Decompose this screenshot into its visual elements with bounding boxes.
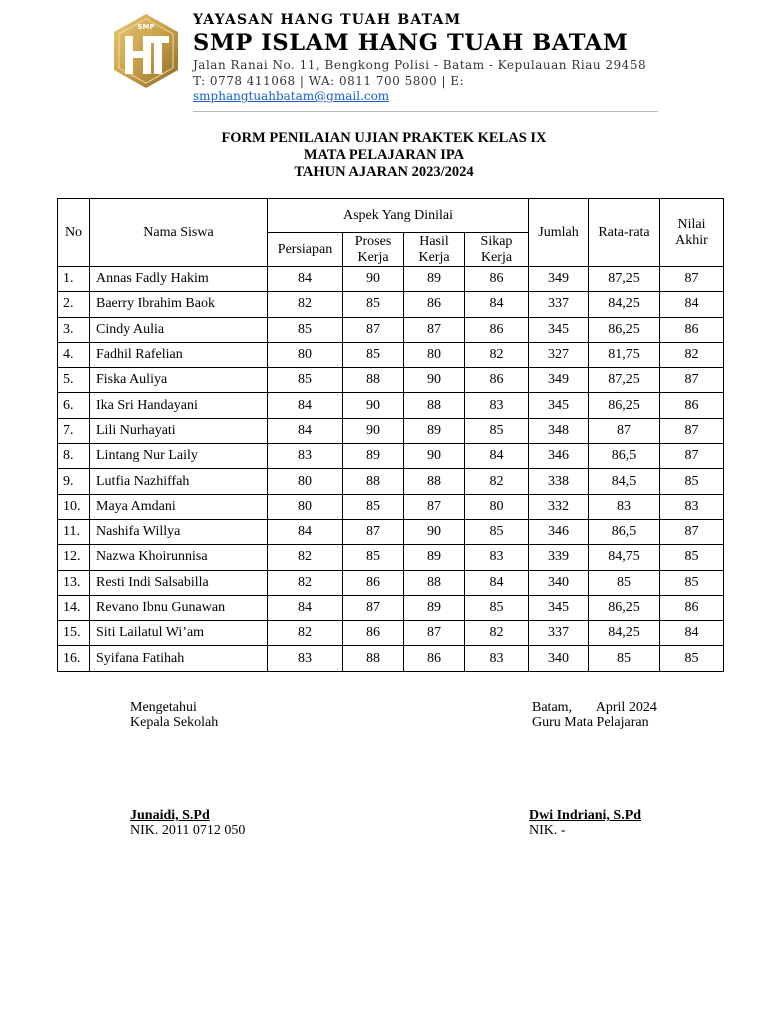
header-final-line2: Akhir xyxy=(675,232,708,248)
table-row xyxy=(58,292,724,317)
score-proses-kerja: 87 xyxy=(343,595,404,620)
score-proses-kerja: 88 xyxy=(343,368,404,393)
score-sikap-kerja: 84 xyxy=(465,444,529,469)
score-total: 332 xyxy=(529,494,589,519)
score-total: 339 xyxy=(529,545,589,570)
score-total: 340 xyxy=(529,646,589,671)
student-name: Fiska Auliya xyxy=(90,368,268,393)
header-persiapan: Persiapan xyxy=(268,233,343,267)
score-hasil-kerja: 86 xyxy=(404,292,465,317)
table-row xyxy=(58,494,724,519)
student-name: Resti Indi Salsabilla xyxy=(90,570,268,595)
score-proses-kerja: 89 xyxy=(343,444,404,469)
score-sikap-kerja: 86 xyxy=(465,267,529,292)
score-proses-kerja: 90 xyxy=(343,418,404,443)
table-row xyxy=(58,570,724,595)
score-average: 84,5 xyxy=(589,469,660,494)
header-hasil-line2: Kerja xyxy=(418,249,450,265)
score-sikap-kerja: 86 xyxy=(465,368,529,393)
student-name: Nazwa Khoirunnisa xyxy=(90,545,268,570)
student-name: Revano Ibnu Gunawan xyxy=(90,595,268,620)
score-sikap-kerja: 86 xyxy=(465,317,529,342)
score-total: 349 xyxy=(529,267,589,292)
score-persiapan: 84 xyxy=(268,595,343,620)
form-title: FORM PENILAIAN UJIAN PRAKTEK KELAS IX xyxy=(221,130,547,146)
score-average: 81,75 xyxy=(589,342,660,367)
score-proses-kerja: 85 xyxy=(343,494,404,519)
score-average: 86,25 xyxy=(589,317,660,342)
header-total: Jumlah xyxy=(529,199,589,267)
foundation-name: YAYASAN HANG TUAH BATAM xyxy=(193,12,462,28)
score-average: 86,25 xyxy=(589,393,660,418)
score-hasil-kerja: 80 xyxy=(404,342,465,367)
header-no: No xyxy=(58,199,90,267)
score-persiapan: 82 xyxy=(268,621,343,646)
row-number: 5. xyxy=(58,368,90,393)
score-final: 85 xyxy=(660,570,724,595)
row-number: 11. xyxy=(58,519,90,544)
score-proses-kerja: 90 xyxy=(343,267,404,292)
table-row xyxy=(58,595,724,620)
score-sikap-kerja: 82 xyxy=(465,469,529,494)
scores-table xyxy=(57,198,724,672)
header-sikap-kerja xyxy=(465,233,529,267)
score-proses-kerja: 87 xyxy=(343,519,404,544)
sig-right-role: Guru Mata Pelajaran xyxy=(532,715,649,730)
school-logo xyxy=(111,12,181,90)
score-average: 84,75 xyxy=(589,545,660,570)
student-name: Nashifa Willya xyxy=(90,519,268,544)
score-total: 346 xyxy=(529,444,589,469)
table-row xyxy=(58,621,724,646)
header-final xyxy=(660,199,724,267)
score-sikap-kerja: 83 xyxy=(465,545,529,570)
score-persiapan: 80 xyxy=(268,469,343,494)
row-number: 13. xyxy=(58,570,90,595)
row-number: 15. xyxy=(58,621,90,646)
score-proses-kerja: 88 xyxy=(343,646,404,671)
score-total: 345 xyxy=(529,393,589,418)
header-proses-line1: Proses xyxy=(354,233,392,249)
score-hasil-kerja: 90 xyxy=(404,444,465,469)
score-total: 345 xyxy=(529,595,589,620)
academic-year-title: TAHUN AJARAN 2023/2024 xyxy=(294,164,474,180)
score-proses-kerja: 86 xyxy=(343,621,404,646)
table-row xyxy=(58,444,724,469)
student-name: Maya Amdani xyxy=(90,494,268,519)
sig-right-nik: NIK. - xyxy=(529,823,566,838)
sig-left-line1: Mengetahui xyxy=(130,700,197,715)
student-name: Siti Lailatul Wi’am xyxy=(90,621,268,646)
score-persiapan: 83 xyxy=(268,444,343,469)
score-hasil-kerja: 87 xyxy=(404,494,465,519)
score-persiapan: 84 xyxy=(268,418,343,443)
sig-left-role: Kepala Sekolah xyxy=(130,715,219,730)
student-name: Fadhil Rafelian xyxy=(90,342,268,367)
score-total: 346 xyxy=(529,519,589,544)
table-row xyxy=(58,393,724,418)
school-contact: T: 0778 411068 | WA: 0811 700 5800 | E: xyxy=(193,74,465,88)
score-sikap-kerja: 83 xyxy=(465,646,529,671)
student-name: Baerry Ibrahim Baok xyxy=(90,292,268,317)
score-average: 87 xyxy=(589,418,660,443)
score-hasil-kerja: 88 xyxy=(404,570,465,595)
header-aspects: Aspek Yang Dinilai xyxy=(268,199,529,233)
score-average: 87,25 xyxy=(589,267,660,292)
score-average: 85 xyxy=(589,646,660,671)
row-number: 1. xyxy=(58,267,90,292)
score-total: 337 xyxy=(529,292,589,317)
score-average: 83 xyxy=(589,494,660,519)
student-name: Syifana Fatihah xyxy=(90,646,268,671)
table-row xyxy=(58,342,724,367)
score-persiapan: 82 xyxy=(268,545,343,570)
score-final: 87 xyxy=(660,519,724,544)
score-total: 340 xyxy=(529,570,589,595)
header-hasil-line1: Hasil xyxy=(419,233,449,249)
score-hasil-kerja: 87 xyxy=(404,621,465,646)
score-final: 86 xyxy=(660,595,724,620)
student-name: Lutfia Nazhiffah xyxy=(90,469,268,494)
student-name: Cindy Aulia xyxy=(90,317,268,342)
score-sikap-kerja: 85 xyxy=(465,418,529,443)
table-row xyxy=(58,368,724,393)
score-proses-kerja: 87 xyxy=(343,317,404,342)
sig-right-name: Dwi Indriani, S.Pd xyxy=(529,808,642,823)
table-row xyxy=(58,646,724,671)
header-name: Nama Siswa xyxy=(90,199,268,267)
score-final: 87 xyxy=(660,267,724,292)
header-proses-kerja xyxy=(343,233,404,267)
score-persiapan: 80 xyxy=(268,342,343,367)
table-row xyxy=(58,267,724,292)
table-row xyxy=(58,545,724,570)
score-total: 345 xyxy=(529,317,589,342)
score-average: 86,25 xyxy=(589,595,660,620)
score-final: 83 xyxy=(660,494,724,519)
score-sikap-kerja: 85 xyxy=(465,595,529,620)
score-final: 82 xyxy=(660,342,724,367)
score-persiapan: 80 xyxy=(268,494,343,519)
row-number: 14. xyxy=(58,595,90,620)
score-total: 338 xyxy=(529,469,589,494)
header-proses-line2: Kerja xyxy=(357,249,389,265)
row-number: 4. xyxy=(58,342,90,367)
score-proses-kerja: 85 xyxy=(343,342,404,367)
school-name: SMP ISLAM HANG TUAH BATAM xyxy=(193,30,629,56)
score-total: 348 xyxy=(529,418,589,443)
header-sikap-line2: Kerja xyxy=(480,249,513,265)
score-persiapan: 84 xyxy=(268,267,343,292)
score-final: 85 xyxy=(660,545,724,570)
row-number: 16. xyxy=(58,646,90,671)
header-final-line1: Nilai xyxy=(677,216,706,232)
score-sikap-kerja: 84 xyxy=(465,570,529,595)
table-row xyxy=(58,469,724,494)
subject-title: MATA PELAJARAN IPA xyxy=(303,147,465,163)
logo-text: SMP xyxy=(137,23,155,31)
sig-right-place-date: Batam, April 2024 xyxy=(532,700,657,715)
table-row xyxy=(58,317,724,342)
score-rows xyxy=(58,267,724,672)
score-hasil-kerja: 90 xyxy=(404,368,465,393)
score-persiapan: 84 xyxy=(268,393,343,418)
score-hasil-kerja: 88 xyxy=(404,469,465,494)
score-persiapan: 85 xyxy=(268,317,343,342)
score-average: 86,5 xyxy=(589,444,660,469)
score-total: 349 xyxy=(529,368,589,393)
table-row xyxy=(58,418,724,443)
score-proses-kerja: 88 xyxy=(343,469,404,494)
score-hasil-kerja: 88 xyxy=(404,393,465,418)
score-sikap-kerja: 84 xyxy=(465,292,529,317)
score-proses-kerja: 90 xyxy=(343,393,404,418)
score-hasil-kerja: 87 xyxy=(404,317,465,342)
school-address: Jalan Ranai No. 11, Bengkong Polisi - Batam - Kepulauan Riau 29458 xyxy=(193,58,647,72)
header-sikap-line1: Sikap xyxy=(480,233,513,249)
score-persiapan: 82 xyxy=(268,570,343,595)
row-number: 8. xyxy=(58,444,90,469)
score-proses-kerja: 86 xyxy=(343,570,404,595)
score-average: 85 xyxy=(589,570,660,595)
score-final: 87 xyxy=(660,368,724,393)
student-name: Annas Fadly Hakim xyxy=(90,267,268,292)
row-number: 9. xyxy=(58,469,90,494)
score-proses-kerja: 85 xyxy=(343,292,404,317)
student-name: Ika Sri Handayani xyxy=(90,393,268,418)
row-number: 10. xyxy=(58,494,90,519)
sig-left-nik: NIK. 2011 0712 050 xyxy=(130,823,246,838)
score-persiapan: 82 xyxy=(268,292,343,317)
school-email-link[interactable]: smphangtuahbatam@gmail.com xyxy=(193,89,390,103)
score-sikap-kerja: 85 xyxy=(465,519,529,544)
header-divider xyxy=(193,111,658,112)
score-persiapan: 85 xyxy=(268,368,343,393)
row-number: 12. xyxy=(58,545,90,570)
score-persiapan: 84 xyxy=(268,519,343,544)
score-hasil-kerja: 86 xyxy=(404,646,465,671)
score-sikap-kerja: 80 xyxy=(465,494,529,519)
score-final: 85 xyxy=(660,646,724,671)
row-number: 2. xyxy=(58,292,90,317)
score-sikap-kerja: 82 xyxy=(465,621,529,646)
score-final: 86 xyxy=(660,317,724,342)
row-number: 3. xyxy=(58,317,90,342)
score-sikap-kerja: 83 xyxy=(465,393,529,418)
header-hasil-kerja xyxy=(404,233,465,267)
score-final: 86 xyxy=(660,393,724,418)
score-average: 87,25 xyxy=(589,368,660,393)
student-name: Lili Nurhayati xyxy=(90,418,268,443)
score-hasil-kerja: 89 xyxy=(404,595,465,620)
score-final: 85 xyxy=(660,469,724,494)
score-final: 87 xyxy=(660,444,724,469)
score-hasil-kerja: 90 xyxy=(404,519,465,544)
score-total: 327 xyxy=(529,342,589,367)
score-hasil-kerja: 89 xyxy=(404,267,465,292)
row-number: 6. xyxy=(58,393,90,418)
score-persiapan: 83 xyxy=(268,646,343,671)
score-hasil-kerja: 89 xyxy=(404,418,465,443)
score-total: 337 xyxy=(529,621,589,646)
header-average: Rata-rata xyxy=(589,199,660,267)
table-row xyxy=(58,519,724,544)
score-final: 87 xyxy=(660,418,724,443)
score-sikap-kerja: 82 xyxy=(465,342,529,367)
student-name: Lintang Nur Laily xyxy=(90,444,268,469)
score-final: 84 xyxy=(660,292,724,317)
score-proses-kerja: 85 xyxy=(343,545,404,570)
score-average: 84,25 xyxy=(589,621,660,646)
score-average: 84,25 xyxy=(589,292,660,317)
sig-left-name: Junaidi, S.Pd xyxy=(130,808,210,823)
score-hasil-kerja: 89 xyxy=(404,545,465,570)
score-average: 86,5 xyxy=(589,519,660,544)
score-final: 84 xyxy=(660,621,724,646)
row-number: 7. xyxy=(58,418,90,443)
